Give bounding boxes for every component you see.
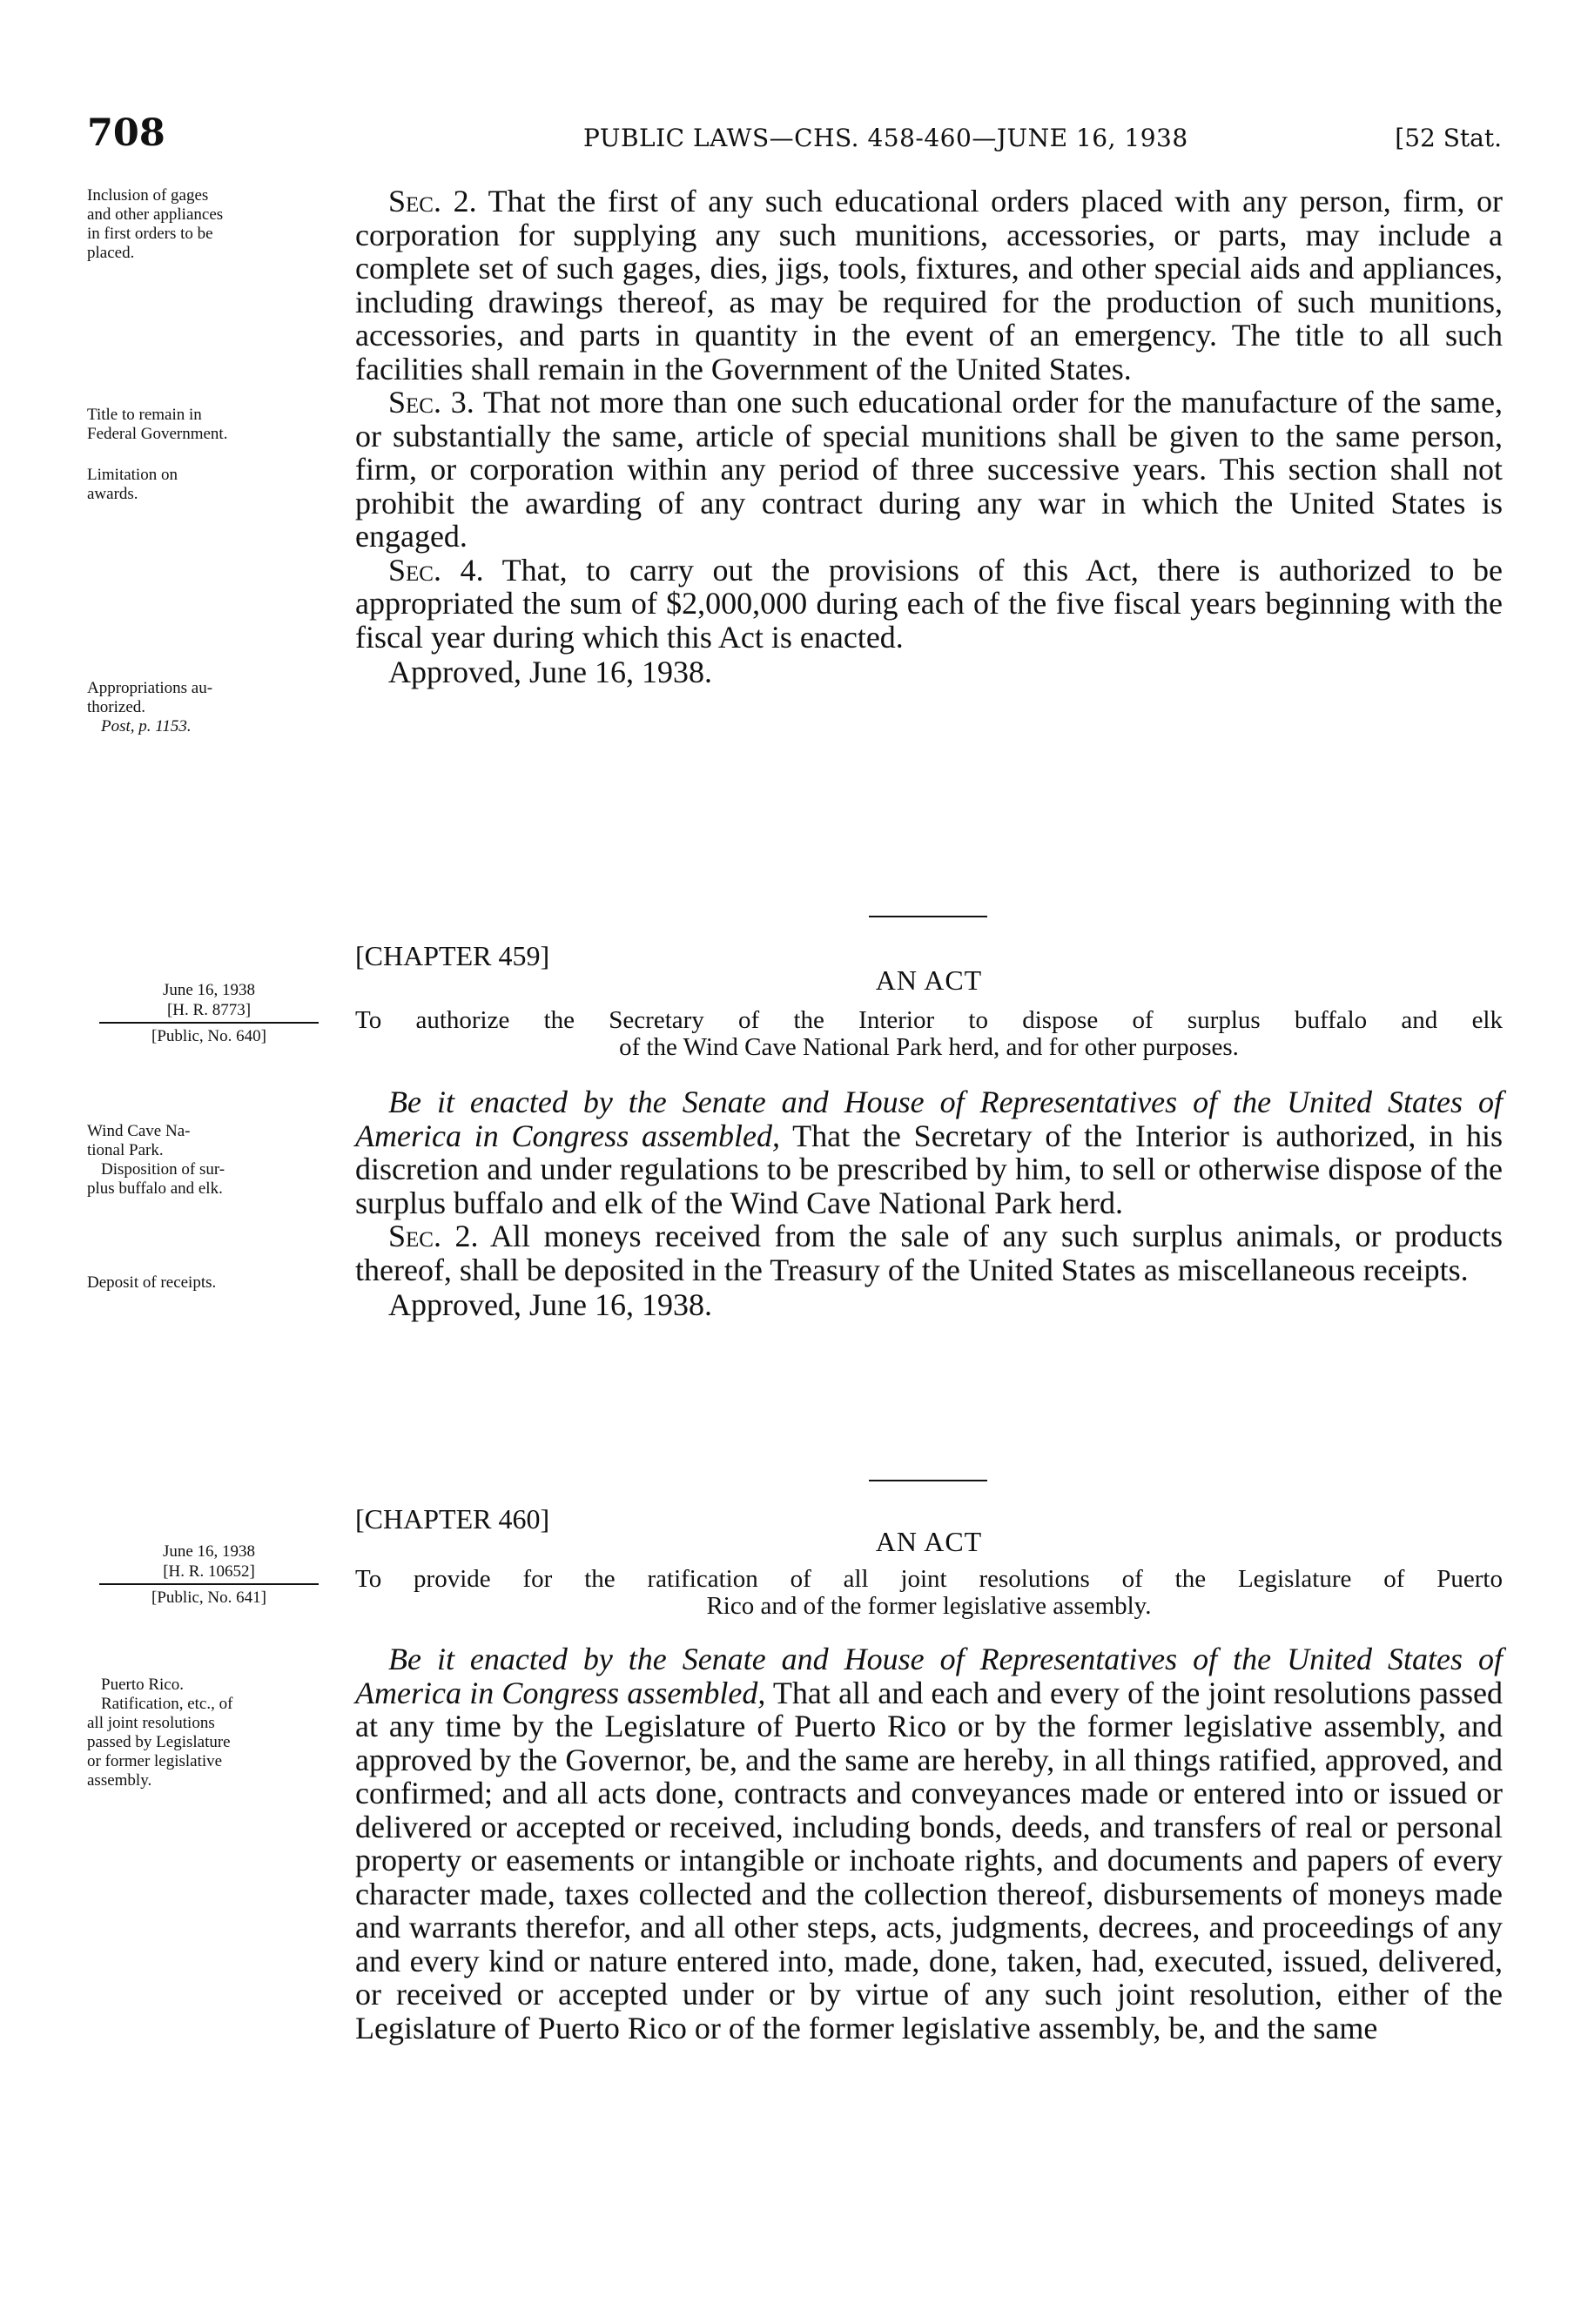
margin-note-title: [87, 406, 331, 444]
act-heading: AN ACT: [875, 1526, 983, 1557]
margin-note-line: Title to remain in: [87, 406, 202, 424]
margin-note-line: or former legislative: [87, 1752, 223, 1770]
chapter-460-label: [CHAPTER 460]: [355, 1503, 550, 1535]
margin-note-line: Disposition of sur-: [101, 1160, 225, 1179]
chapter-460-body: [355, 1642, 1503, 2045]
margin-note-line: Puerto Rico.: [101, 1676, 184, 1694]
section-label: Sec. 2.: [388, 1219, 479, 1253]
margin-note-line: thorized.: [87, 698, 146, 716]
margin-note-line: Limitation on: [87, 466, 178, 484]
bill-date: June 16, 1938: [162, 981, 256, 999]
margin-note-line: all joint resolutions: [87, 1714, 215, 1732]
margin-note-line: in first orders to be: [87, 225, 213, 243]
section-text: All moneys received from the sale of any such surplus animals, or products thereof, shall be deposited in the Treasury of the United States as miscellaneous receipts.: [355, 1219, 1504, 1287]
act-heading: AN ACT: [875, 964, 983, 996]
margin-note-line: passed by Legislature: [87, 1733, 231, 1751]
margin-note-wind-cave: [87, 1122, 331, 1199]
margin-note-line: assembly.: [87, 1771, 152, 1790]
enacting-paragraph: [355, 1642, 1503, 2045]
enacting-text: That all and each and every of the joint resolutions passed at any time by the Legislature of Puerto Rico or by the former legislative assembly, and approved by the Governor, be, and the same are hereby, in all things ratified, approved, and confirmed; and all acts done, contracts and conveyances made or entered into or issued or delivered or accepted or received, including bonds, deeds, and transfers of real or personal property or easements or intangible or inchoate rights, and documents and papers of every character made, taxes collected and the collection thereof, disbursements of moneys made and warrants therefor, and all other steps, acts, judgments, decrees, and proceedings of any and every kind or nature entered into, made, done, taken, had, executed, issued, delivered, or received or accepted under or by virtue of any such joint resolution, either of the Legislature of Puerto Rico or of the former legislative assembly, be, and the same: [355, 1675, 1503, 2045]
section-text: That not more than one such educational order for the manufacture of the same, or substantially the same, article of special munitions shall be given to the same person, firm, or corporation within any period of three successive years. This section shall not prohibit the awarding of any contract during any war in which the United States is engaged.: [355, 385, 1504, 554]
section-3-paragraph: [355, 386, 1503, 554]
margin-note-appropriations: [87, 679, 331, 736]
section-label: Sec. 3.: [388, 385, 474, 420]
chapter-459-body: [355, 1085, 1503, 1322]
act-purpose-line: Rico and of the former legislative assembly.: [706, 1592, 1152, 1620]
margin-note-line: tional Park.: [87, 1141, 164, 1159]
margin-note-line: Ratification, etc., of: [101, 1695, 233, 1713]
separator-rule: [869, 1480, 987, 1481]
act-purpose-line: of the Wind Cave National Park herd, and for other purposes.: [619, 1033, 1239, 1061]
margin-note-line: Inclusion of gages: [87, 186, 209, 205]
enacting-clause: Be it enacted by the Senate and House of Representatives of the United States of America in Congress assembled,: [355, 1642, 1503, 1710]
enacting-text: That the Secretary of the Interior is authorized, in his discretion and under regulations to be prescribed by him, to sell or otherwise dispose of the surplus buffalo and elk of the Wind Cave National Park herd.: [355, 1118, 1503, 1220]
margin-note-line: and other appliances: [87, 205, 224, 224]
section-label: Sec. 4.: [388, 552, 484, 588]
bill-number: [H. R. 8773]: [99, 1000, 319, 1024]
act-purpose: [355, 1007, 1503, 1061]
section-4-paragraph: [355, 554, 1503, 655]
margin-note-deposit: [87, 1273, 331, 1293]
public-law-number: [Public, No. 640]: [151, 1027, 266, 1045]
public-law-number: [Public, No. 641]: [151, 1589, 266, 1607]
margin-note-puerto-rico: [87, 1676, 331, 1790]
margin-note-line: placed.: [87, 244, 135, 262]
enacting-clause: Be it enacted by the Senate and House of Representatives of the United States of America in Congress assembled,: [355, 1085, 1503, 1153]
margin-note-line: plus buffalo and elk.: [87, 1179, 223, 1198]
act-purpose-line: To provide for the ratification of all joint resolutions of the Legislature of Puerto: [355, 1565, 1503, 1593]
chapter-459-label: [CHAPTER 459]: [355, 940, 550, 971]
margin-note-line: Wind Cave Na-: [87, 1122, 191, 1140]
section-2-paragraph: [355, 1219, 1503, 1286]
approved-date: Approved, June 16, 1938.: [388, 655, 712, 689]
section1-body: [355, 185, 1503, 689]
enacting-paragraph: [355, 1085, 1503, 1219]
margin-note-post-reference: Post, p. 1153.: [101, 717, 192, 735]
page-header: [87, 111, 1502, 164]
margin-note-line: Federal Government.: [87, 425, 228, 443]
section-text: That, to carry out the provisions of this Act, there is authorized to be appropriated the sum of $2,000,000 during each of the five fiscal years beginning with the fiscal year during which this Act is enacted.: [355, 552, 1504, 655]
act-purpose: [355, 1566, 1503, 1620]
page-number: 708: [87, 111, 165, 155]
margin-note-line: awards.: [87, 485, 138, 503]
margin-note-gages: [87, 186, 331, 263]
margin-note-line: Appropriations au-: [87, 679, 213, 697]
act-purpose-line: To authorize the Secretary of the Interior to dispose of surplus buffalo and elk: [355, 1006, 1503, 1034]
section-text: That the first of any such educational orders placed with any person, firm, or corporation for supplying any such munitions, accessories, or parts, may include a complete set of such gages, dies, jigs, tools, fixtures, and other special aids and appliances, including drawings thereof, as may be required for the production of such munitions, accessories, and parts in quantity in the event of an emergency. The title to all such facilities shall remain in the Government of the United States.: [355, 184, 1503, 386]
bill-info-460: [87, 1541, 331, 1608]
margin-note-limitation: [87, 466, 331, 504]
section-label: Sec. 2.: [388, 184, 477, 218]
running-head: PUBLIC LAWS—CHS. 458-460—JUNE 16, 1938: [583, 124, 1188, 152]
bill-date: June 16, 1938: [162, 1542, 256, 1561]
bill-number: [H. R. 10652]: [99, 1562, 319, 1585]
separator-rule: [869, 916, 987, 917]
margin-note-line: Deposit of receipts.: [87, 1273, 217, 1292]
approved-date: Approved, June 16, 1938.: [388, 1287, 712, 1322]
statute-reference: [52 Stat.: [1395, 124, 1502, 152]
section-2-paragraph: [355, 185, 1503, 386]
bill-info-459: [87, 980, 331, 1046]
